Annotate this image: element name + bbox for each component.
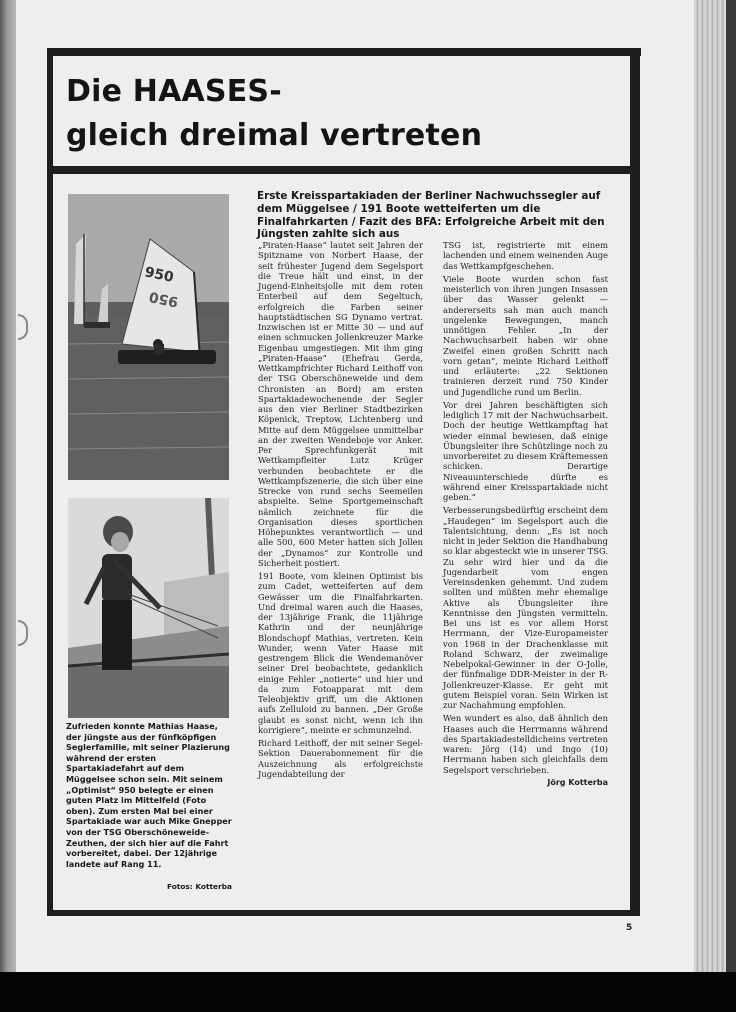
scan-bottom-edge — [0, 972, 736, 1012]
headline-line-2: gleich dreimal vertreten — [66, 118, 483, 153]
page-number: 5 — [626, 923, 633, 933]
headline-line-1: Die HAASES- — [66, 74, 282, 109]
article-paragraph: „Piraten-Haase“ lautet seit Jahren der Spitzname von Norbert Haase, der seit frühester Jugend dem Segelsport die Treue hält und einst, in der Jugend-Einheitsjolle mit dem roten Enterbeil auf dem Segeltuch, erfolgreich die Farben seiner hauptstädtischen SG Dynamo vertrat. Inzwischen ist er Mitte 30 — und auf einen schmucken Jollenkreuzer Marke Eigenbau umgestiegen. Mit ihm ging „Piraten-Haase“ (Ehefrau Gerda, Wettkampfrichter Richard Leithoff von der TSG Oberschöneweide und dem Chronisten an Bord) am ersten Spartakiadewochenende der Segler aus den vier Berliner Stadtbezirken Köpenick, Treptow, Lichtenberg und Mitte auf dem Müggelsee unmittelbar an der zweiten Wendeboje vor Anker. Per Sprechfunkgerät mit Wettkampfleiter Lutz Krüger verbunden beobachtete er die Wettkampfszenerie, die sich über eine Strecke von rund sechs Seemeilen abspielte. Seine Sportgemeinschaft nämlich zeichnete für die Organisation dieses sportlichen Höhepunktes verantwortlich — und alle 500, 600 Meter hatten sich Jollen der „Dynamos“ zur Kontrolle und Sicherheit postiert. — [258, 240, 423, 568]
article-paragraph: Vor drei Jahren beschäftigten sich lediglich 17 mit der Nachwuchsarbeit. Doch der heutige Wettkampftag hat wieder einmal bewiesen, daß einige Übungsleiter ihre Schützlinge noch zu unvorbereitet zu diesem Kräftemessen schicken. Derartige Niveauunterschiede dürfte es während einer Kreisspartakiade nicht geben.“ — [443, 399, 608, 502]
frame-rule-left — [47, 48, 53, 916]
article-headline — [66, 70, 616, 158]
sailboat-illustration — [68, 194, 229, 480]
article-author: Jörg Kotterba — [547, 777, 608, 787]
boy-in-boat-illustration — [68, 498, 229, 718]
article-column-2 — [443, 240, 608, 791]
article-paragraph: 191 Boote, vom kleinen Optimist bis zum Cadet, wetteiferten auf dem Gewässer um die Finalfahrkarten. Und dreimal waren auch die Haases, der 13jährige Frank, die 11jährige Kathrin und der neunjährige Blondschopf Mathias, vertreten. Kein Wunder, wenn Vater Haase mit gestrengem Blick die Wendemanöver seiner Drei beobachtete, gedanklich einige Fehler „notierte“ und hier und da zum Fotoapparat mit dem Teleobjektiv griff, um die Aktionen aufs Zelluloid zu bannen. „Der Große glaubt es sonst nicht, wenn ich ihn korrigiere“, meinte er schmunzelnd. — [258, 571, 423, 735]
photo-caption: Zufrieden konnte Mathias Haase, der jüngste aus der fünfköpfigen Seglerfamilie, mit seiner Plazierung während der ersten Spartakiadefahrt auf dem Müggelsee schon sein. Mit seinem „Optimist“ 950 belegte er einen guten Platz im Mittelfeld (Foto oben). Zum ersten Mal bei einer Spartakiade war auch Mike Gnepper von der TSG Oberschöneweide-Zeuthen, der sich hier auf die Fahrt vorbereitet, dabei. Der 12jährige landete auf Rang 11. — [66, 721, 232, 869]
frame-rule-top — [47, 48, 641, 56]
photo-boy-in-boat — [68, 498, 229, 718]
article-paragraph: Richard Leithoff, der mit seiner Segel-Sektion Dauerabonnement für die Auszeichnung als erfolgreichste Jugendabteilung der — [258, 738, 423, 779]
book-page-edges — [694, 0, 736, 972]
article-paragraph: Viele Boote wurden schon fast meisterlich von ihren jungen Insassen über das Wasser gelenkt — andererseits sah man auch manch ungelenke Bewegungen, manch unnötigen Fehler. „In der Nachwuchsarbeit haben wir ohne Zweifel einen großen Schritt nach vorn getan“, meinte Richard Leithoff und erläuterte: „22 Sektionen trainieren derzeit rund 750 Kinder und Jugendliche rund um Berlin. — [443, 273, 608, 397]
article-paragraph: Verbesserungsbedürftig erscheint dem „Haudegen“ im Segelsport auch die Talentsichtung, denn: „Es ist noch nicht in jeder Sektion die Handhabung so klar abgesteckt wie in unserer TSG. Zu sehr wird hier und da die Jugendarbeit vom engen Vereinsdenken gehemmt. Und zudem sollten und müßten mehr ehemalige Aktive als Übungsleiter ihre Kenntnisse den Jüngsten vermitteln. Bei uns ist es vor allem Horst Herrmann, der Vize-Europameister von 1968 in der Drachenklasse mit Roland Schwarz, der zweimalige Nebelpokal-Gewinner in der O-Jolle, der fünfmalige DDR-Meister in der R-Jollenkreuzer-Klasse. Er geht mit gutem Beispiel voran. Sein Wirken ist zur Nachahmung empfohlen. — [443, 505, 608, 710]
sail-number: 950 — [143, 264, 176, 286]
svg-text:950: 950 — [147, 287, 180, 310]
article-paragraph: TSG ist, registrierte mit einem lachenden und einem weinenden Auge das Wettkampfgeschehen. — [443, 240, 608, 271]
frame-rule-middle — [47, 166, 640, 174]
photo-optimist-sailboat — [68, 194, 229, 480]
frame-rule-right — [630, 48, 640, 916]
frame-rule-bottom — [47, 910, 640, 916]
article-subheadline: Erste Kreisspartakiaden der Berliner Nachwuchssegler auf dem Müggelsee / 191 Boote wetteiferten um die Finalfahrkarten / Fazit des BFA: Erfolgreiche Arbeit mit den Jüngsten zahlte sich aus — [257, 190, 605, 241]
photo-credit: Fotos: Kotterba — [166, 882, 232, 891]
article-column-1 — [258, 240, 423, 782]
article-paragraph: Wen wundert es also, daß ähnlich den Haases auch die Herrmanns während des Spartakiadestelldicheins vertreten waren: Jörg (14) und Ingo (10) Herrmann haben sich gleichfalls dem Segelsport verschrieben. — [443, 713, 608, 775]
